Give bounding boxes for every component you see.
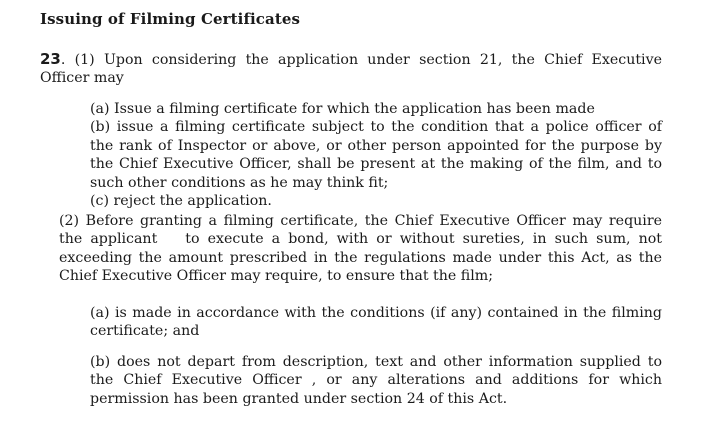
section-intro-text: Upon considering the application under section 21, the Chief Executive Officer may [40, 52, 662, 87]
list-item: (a) Issue a filming certificate for which the application has been made [90, 101, 595, 117]
subsection-1-label: . (1) [60, 52, 95, 68]
subsection-1-items [90, 100, 662, 210]
subsection-2-text-part1: (2) Before granting a filming certificate, the Chief Executive Officer may require the applicant [59, 213, 662, 248]
list-item: (c) reject the application. [90, 193, 272, 210]
section-number: 23 [40, 50, 61, 68]
subsection-2-item-b: (b) does not depart from description, text and other information supplied to the Chief Executive Officer , or any alterations and additions for which permission has been granted under section 24 of this Act. [90, 354, 662, 407]
subsection-2-item-a: (a) is made in accordance with the conditions (if any) contained in the filming certificate; and [90, 305, 662, 340]
subsection-2-paragraph [59, 212, 662, 286]
subsection-2-text-part2: to execute a bond, with or without sureties, in such sum, not exceeding the amount prescribed in the regulations made under this Act, as the Chief Executive Officer may require, to ensure that the film; [59, 231, 663, 285]
list-item: (b) issue a filming certificate subject to the condition that a police officer of the rank of Inspector or above, or other person appointed for the purpose by the Chief Executive Officer, shall be present at the making of the film, and to such other conditions as he may think fit; [90, 119, 662, 191]
section-heading: Issuing of Filming Certificates [40, 10, 301, 28]
section-23-intro [40, 50, 662, 88]
